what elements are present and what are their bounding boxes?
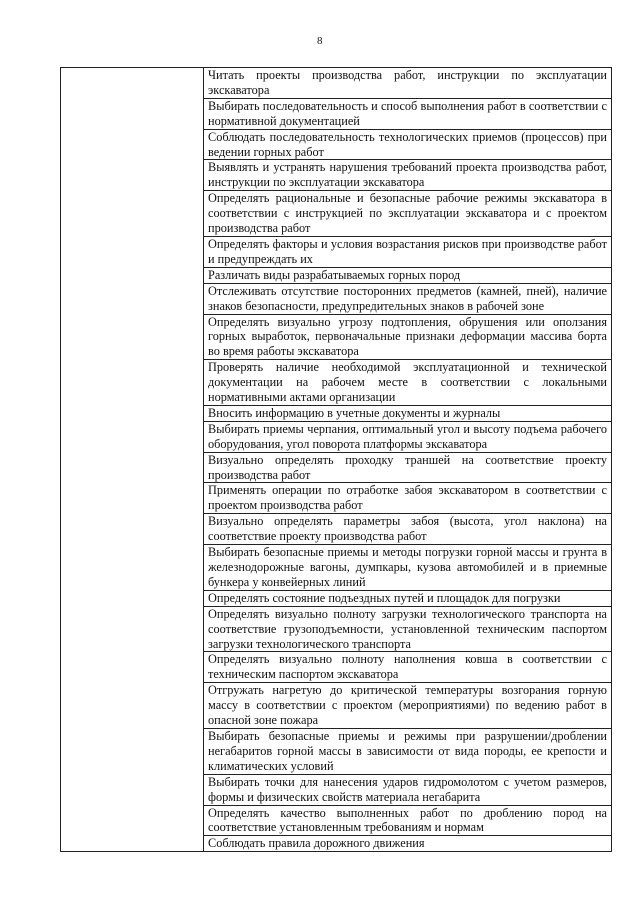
skill-cell: Применять операции по отработке забоя экскаватором в соответствии с проектом производства работ <box>204 483 612 514</box>
skill-cell: Визуально определять проходку траншей на соответствие проекту производства работ <box>204 452 612 483</box>
skill-cell: Выбирать безопасные приемы и режимы при разрушении/дроблении негабаритов горной массы в зависимости от вида породы, ее крепости и климатических условий <box>204 728 612 774</box>
skill-cell: Выбирать точки для нанесения ударов гидромолотом с учетом размеров, формы и физических свойств материала негабарита <box>204 774 612 805</box>
skill-cell: Выявлять и устранять нарушения требований проекта производства работ, инструкции по эксплуатации экскаватора <box>204 160 612 191</box>
empty-left-cell <box>61 68 204 852</box>
skill-cell: Вносить информацию в учетные документы и журналы <box>204 405 612 421</box>
skill-cell: Отслеживать отсутствие посторонних предметов (камней, пней), наличие знаков безопасности, предупредительных знаков в рабочей зоне <box>204 283 612 314</box>
skill-cell: Выбирать безопасные приемы и методы погрузки горной массы и грунта в железнодорожные вагоны, думпкары, кузова автомобилей и в приемные бункера у конвейерных линий <box>204 545 612 591</box>
skill-cell: Определять качество выполненных работ по дроблению пород на соответствие установленным требованиям и нормам <box>204 805 612 836</box>
skill-cell: Определять рациональные и безопасные рабочие режимы экскаватора в соответствии с инструкцией по эксплуатации экскаватора и с проектом производства работ <box>204 191 612 237</box>
skills-table <box>60 67 612 852</box>
skill-cell: Соблюдать правила дорожного движения <box>204 836 612 852</box>
skill-cell: Проверять наличие необходимой эксплуатационной и технической документации на рабочем месте в соответствии с локальными нормативными актами организации <box>204 360 612 406</box>
skill-cell: Определять визуально угрозу подтопления, обрушения или оползания горных выработок, первоначальные признаки деформации массива борта во время работы экскаватора <box>204 314 612 360</box>
skill-cell: Визуально определять параметры забоя (высота, угол наклона) на соответствие проекту производства работ <box>204 514 612 545</box>
skill-cell: Выбирать приемы черпания, оптимальный угол и высоту подъема рабочего оборудования, угол поворота платформы экскаватора <box>204 421 612 452</box>
table-row <box>61 68 612 99</box>
skill-cell: Соблюдать последовательность технологических приемов (процессов) при ведении горных работ <box>204 129 612 160</box>
skill-cell: Определять визуально полноту загрузки технологического транспорта на соответствие грузоподъемности, установленной техническим паспортом загрузки технологического транспорта <box>204 606 612 652</box>
skill-cell: Читать проекты производства работ, инструкции по эксплуатации экскаватора <box>204 68 612 99</box>
skill-cell: Отгружать нагретую до критической температуры возгорания горную массу в соответствии с проектом (мероприятиями) по ведению работ в опасной зоне пожара <box>204 683 612 729</box>
skill-cell: Выбирать последовательность и способ выполнения работ в соответствии с нормативной документацией <box>204 98 612 129</box>
skill-cell: Различать виды разрабатываемых горных пород <box>204 267 612 283</box>
skill-cell: Определять состояние подъездных путей и площадок для погрузки <box>204 590 612 606</box>
skill-cell: Определять факторы и условия возрастания рисков при производстве работ и предупреждать их <box>204 236 612 267</box>
skill-cell: Определять визуально полноту наполнения ковша в соответствии с техническим паспортом экскаватора <box>204 652 612 683</box>
page-number: 8 <box>317 35 323 47</box>
